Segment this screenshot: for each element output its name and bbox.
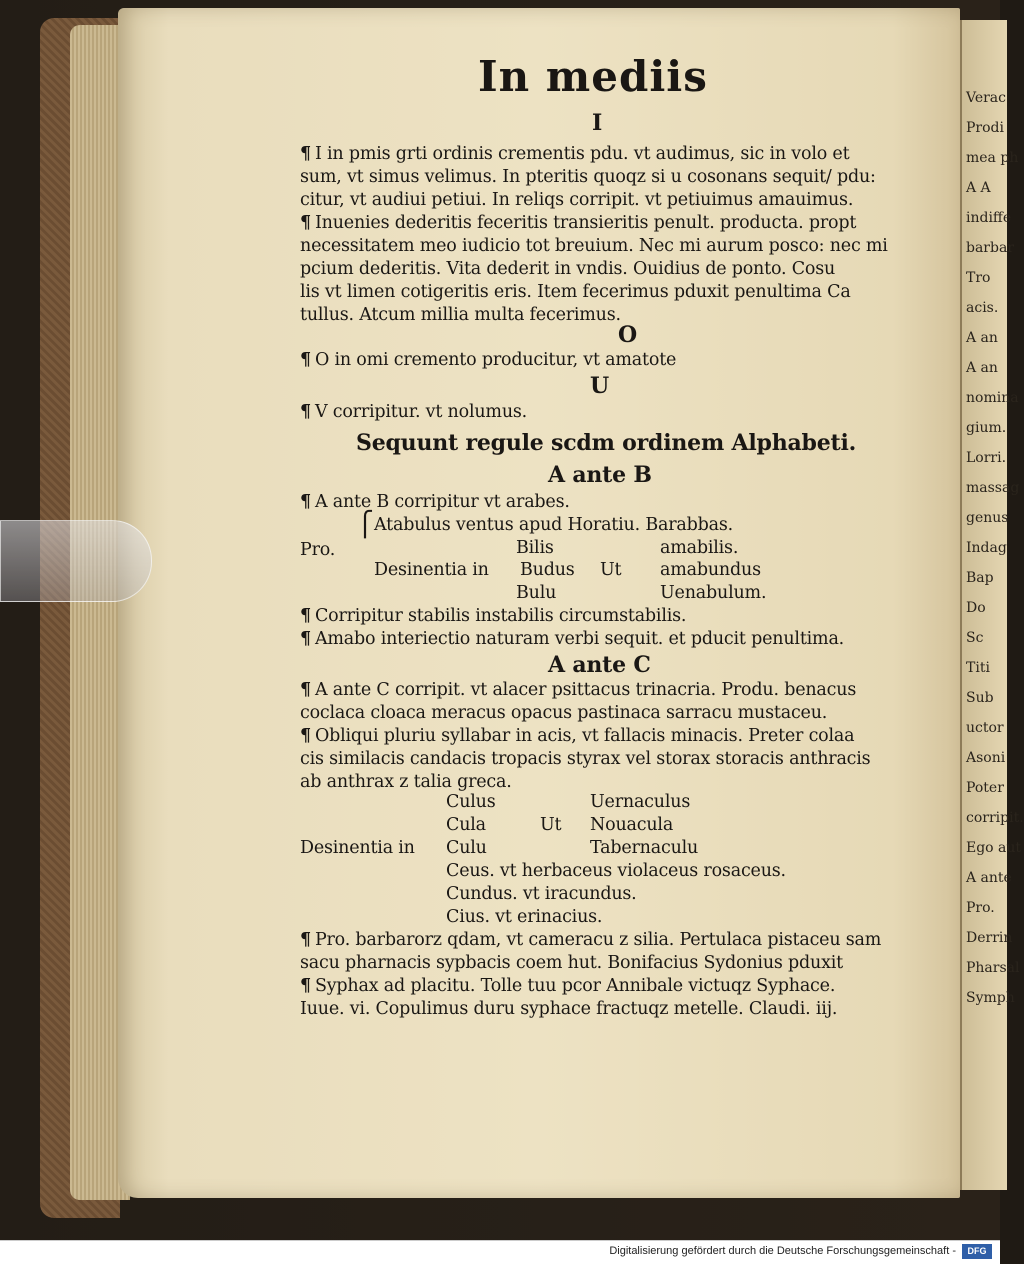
next-page-fragment: Lorri. <box>966 450 1007 466</box>
next-page-fragment: Poter <box>966 780 1004 796</box>
text-line: Iuue. vi. Copulimus duru syphace fractuqz metelle. Claudi. iij. <box>300 999 838 1019</box>
running-head: In mediis <box>478 52 708 101</box>
next-page-fragment: massag <box>966 480 1020 496</box>
text-line: Desinentia in <box>300 838 415 858</box>
funding-credit: Digitalisierung gefördert durch die Deutsche Forschungsgemeinschaft - <box>609 1245 956 1257</box>
text-line: ¶ Amabo interiectio naturam verbi sequit. et pducit penultima. <box>300 629 845 649</box>
text-line: necessitatem meo iudicio tot breuium. Nec mi aurum posco: nec mi <box>300 236 888 256</box>
next-page-edge <box>960 20 1024 1190</box>
next-page-fragment: barbar <box>966 240 1015 256</box>
text-line: Bilis <box>516 538 554 558</box>
text-line: citur, vt audiui petiui. In reliqs corripit. vt petiuimus amauimus. <box>300 190 854 210</box>
next-page-fragment: A A <box>966 180 991 196</box>
next-page-fragment: A an <box>966 360 998 376</box>
text-line: coclaca cloaca meracus opacus pastinaca sarracu mustaceu. <box>300 703 828 723</box>
section-heading-a-ante-b: A ante B <box>548 462 652 488</box>
next-page-fragment: Bap <box>966 570 994 586</box>
next-page-fragment: Tro <box>966 270 991 286</box>
next-page-fragment: Do <box>966 600 986 616</box>
next-page-fragment: A ante <box>966 870 1012 886</box>
text-line: Tabernaculu <box>590 838 699 858</box>
next-page-fragment: mea ph <box>966 150 1019 166</box>
next-page-fragment: acis. <box>966 300 999 316</box>
next-page-fragment: A an <box>966 330 998 346</box>
text-line: amabundus <box>660 560 761 580</box>
text-line: Bulu <box>516 583 557 603</box>
brace-mark: ⎧ <box>356 510 374 538</box>
text-line: Desinentia in <box>374 560 489 580</box>
text-line: ¶ Corripitur stabilis instabilis circumstabilis. <box>300 606 687 626</box>
text-line: amabilis. <box>660 538 739 558</box>
next-page-fragment: genus <box>966 510 1009 526</box>
text-line: Cius. vt erinacius. <box>446 907 603 927</box>
text-line: Culu <box>446 838 487 858</box>
text-line: ¶ A ante B corripitur vt arabes. <box>300 492 570 512</box>
next-page-fragment: Asoni <box>966 750 1006 766</box>
text-line: Cula <box>446 815 486 835</box>
text-line: pcium dederitis. Vita dederit in vndis. Ouidius de ponto. Cosu <box>300 259 836 279</box>
section-heading-o: O <box>618 322 637 348</box>
text-line: Cundus. vt iracundus. <box>446 884 637 904</box>
text-line: Uernaculus <box>590 792 691 812</box>
section-heading-sequuntur: Sequunt regule scdm ordinem Alphabeti. <box>356 430 857 456</box>
text-line: Ceus. vt herbaceus violaceus rosaceus. <box>446 861 786 881</box>
next-page-fragment: Pharsal <box>966 960 1020 976</box>
next-page-fragment: corripit. <box>966 810 1024 826</box>
section-heading-u: U <box>590 373 609 399</box>
text-line: lis vt limen cotigeritis eris. Item fecerimus pduxit penultima Ca <box>300 282 851 302</box>
next-page-fragment: Prodi <box>966 120 1004 136</box>
next-page-fragment: Ego aut <box>966 840 1022 856</box>
next-page-fragment: gium. <box>966 420 1007 436</box>
next-page-fragment: uctor <box>966 720 1004 736</box>
text-line: tullus. Atcum millia multa fecerimus. <box>300 305 621 325</box>
page-clip <box>0 520 152 602</box>
text-line: Budus <box>520 560 575 580</box>
text-line: Culus <box>446 792 496 812</box>
text-line: Ut <box>540 815 562 835</box>
section-heading-a-ante-c: A ante C <box>548 652 651 678</box>
next-page-fragment: Indag <box>966 540 1007 556</box>
dfg-logo: DFG <box>962 1244 992 1259</box>
text-line: Uenabulum. <box>660 583 767 603</box>
next-page-fragment: Verac <box>966 90 1006 106</box>
text-line: Nouacula <box>590 815 674 835</box>
text-line: ab anthrax z talia greca. <box>300 772 512 792</box>
text-line: Ut <box>600 560 622 580</box>
text-line: cis similacis candacis tropacis styrax vel storax storacis anthracis <box>300 749 871 769</box>
text-line: Pro. <box>300 540 336 560</box>
text-line: ¶ V corripitur. vt nolumus. <box>300 402 528 422</box>
text-line: ¶ Pro. barbarorz qdam, vt cameracu z silia. Pertulaca pistaceu sam <box>300 930 882 950</box>
pilcrow: ¶ <box>300 144 311 164</box>
text-line: ¶ Syphax ad placitu. Tolle tuu pcor Annibale victuqz Syphace. <box>300 976 836 996</box>
next-page-fragment: Titi <box>966 660 990 676</box>
next-page-fragment: Pro. <box>966 900 995 916</box>
next-page-fragment: indiffe <box>966 210 1012 226</box>
next-page-fragment: Symph <box>966 990 1015 1006</box>
text-line: sum, vt simus velimus. In pteritis quoqz si u cosonans sequit/ pdu: <box>300 167 876 187</box>
text-line: ¶ Obliqui pluriu syllabar in acis, vt fallacis minacis. Preter colaa <box>300 726 855 746</box>
text-line: ¶ O in omi cremento producitur, vt amatote <box>300 350 677 370</box>
text-line: sacu pharnacis sypbacis coem hut. Bonifacius Sydonius pduxit <box>300 953 844 973</box>
next-page-fragment: nomina <box>966 390 1019 406</box>
section-heading-i: I <box>592 110 603 136</box>
text-line: ¶ A ante C corripit. vt alacer psittacus trinacria. Produ. benacus <box>300 680 857 700</box>
text-line: ¶ I in pmis grti ordinis crementis pdu. vt audimus, sic in volo et <box>300 144 850 164</box>
next-page-fragment: Derrin <box>966 930 1013 946</box>
next-page-fragment: Sub <box>966 690 994 706</box>
footer-bar <box>0 1240 1000 1264</box>
text-line: Atabulus ventus apud Horatiu. Barabbas. <box>374 515 734 535</box>
next-page-fragment: Sc <box>966 630 984 646</box>
text-line: ¶ Inuenies dederitis feceritis transieritis penult. producta. propt <box>300 213 857 233</box>
